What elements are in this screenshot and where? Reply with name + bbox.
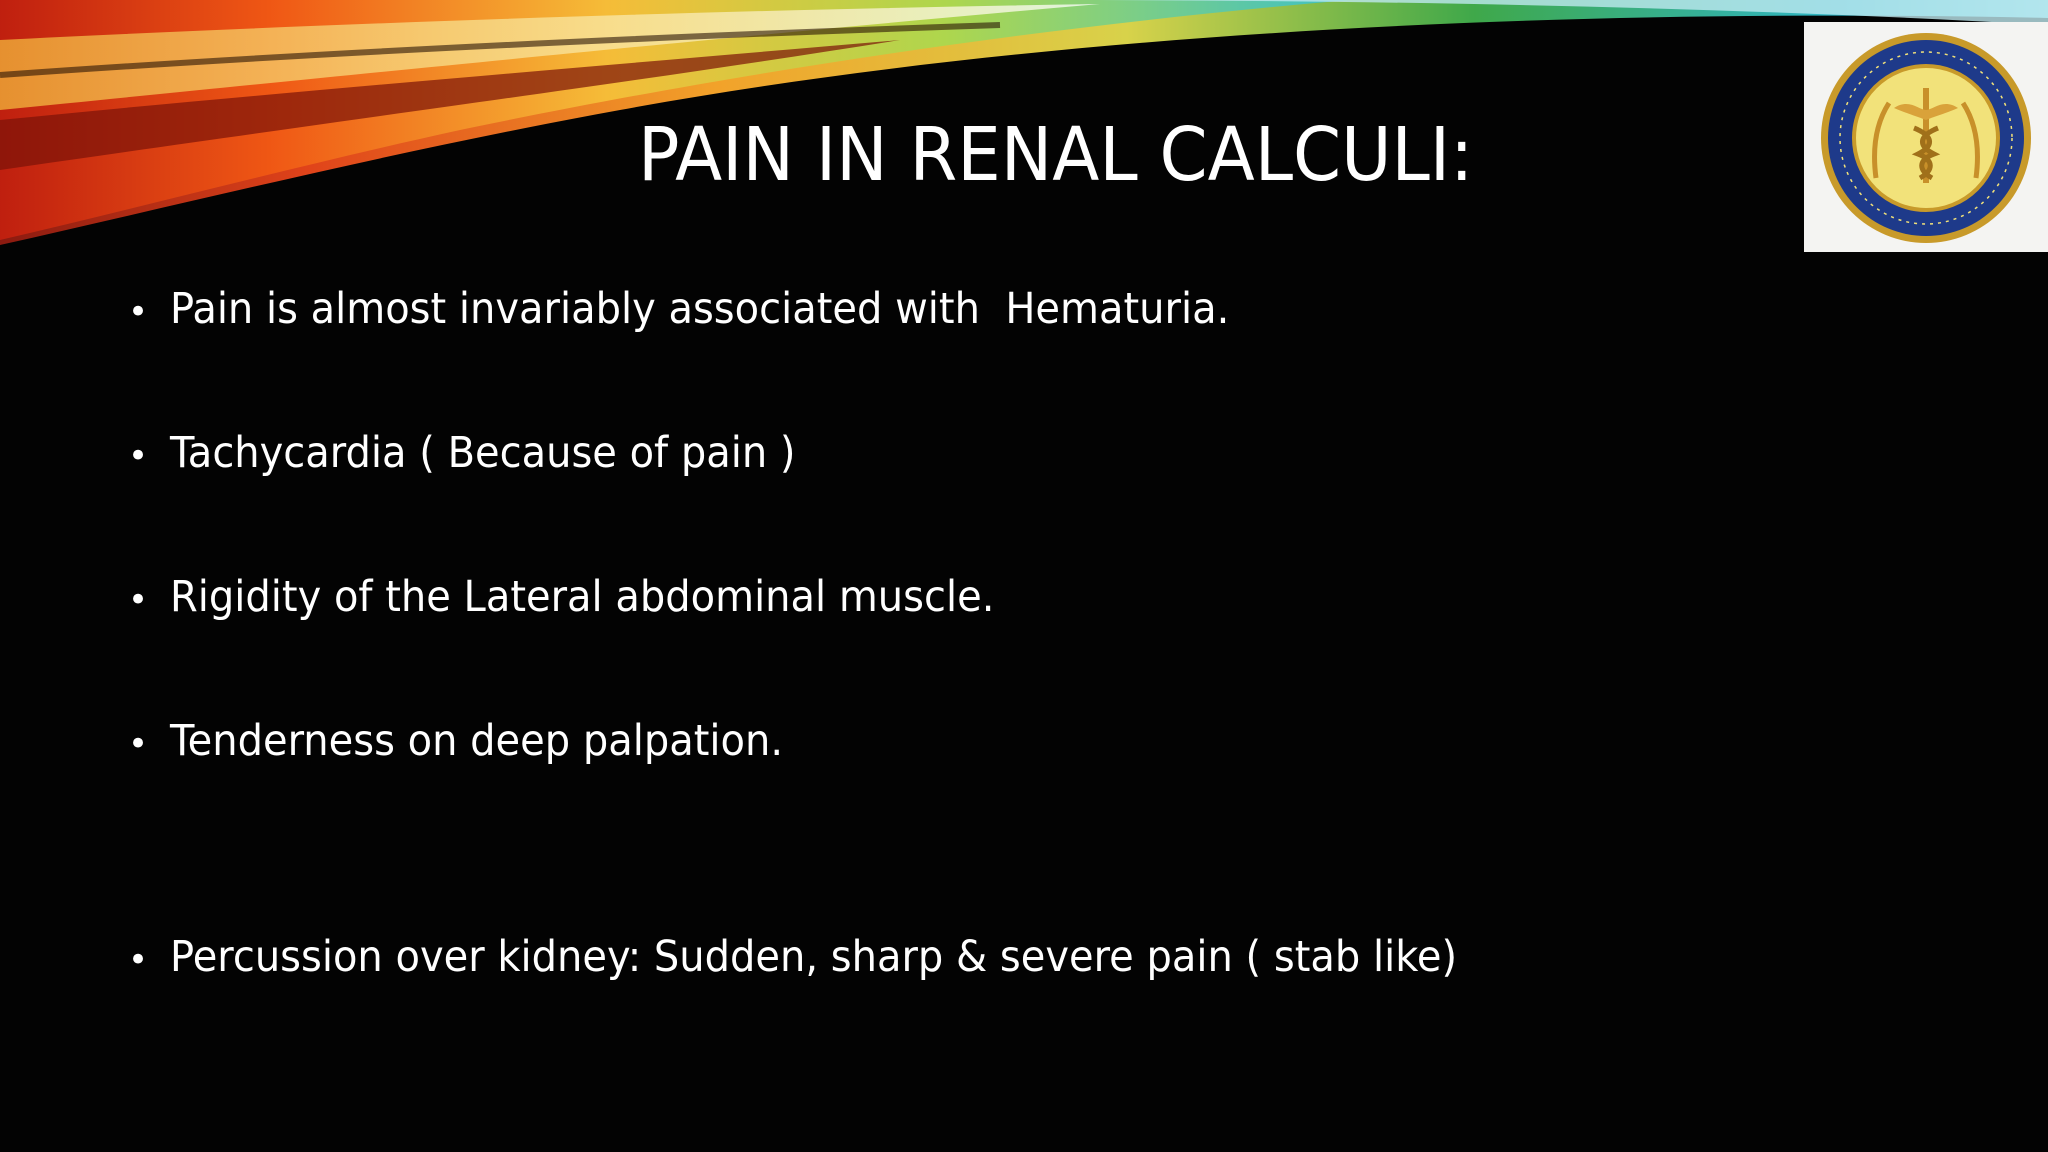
bullet-text: Pain is almost invariably associated with Hematuria.: [170, 284, 1230, 334]
institute-logo: [1804, 22, 2048, 252]
bullet-dot: •: [128, 724, 149, 764]
bullet-dot: •: [128, 940, 149, 980]
bullet-dot: •: [128, 436, 149, 476]
bullet-item: [128, 716, 829, 766]
bullet-text: Tenderness on deep palpation.: [170, 716, 784, 766]
bullet-text: Rigidity of the Lateral abdominal muscle.: [170, 572, 995, 622]
bullet-dot: •: [128, 580, 149, 620]
institute-emblem-icon: [1814, 28, 2038, 246]
bullet-text: Percussion over kidney: Sudden, sharp & severe pain ( stab like): [170, 932, 1458, 982]
bullet-item: [128, 932, 1554, 982]
bullet-item: [128, 284, 1309, 334]
bullet-dot: •: [128, 292, 149, 332]
bullet-item: [128, 428, 843, 478]
bullet-text: Tachycardia ( Because of pain ): [170, 428, 796, 478]
bullet-item: [128, 572, 1056, 622]
slide-title: PAIN IN RENAL CALCULI:: [638, 112, 1474, 198]
